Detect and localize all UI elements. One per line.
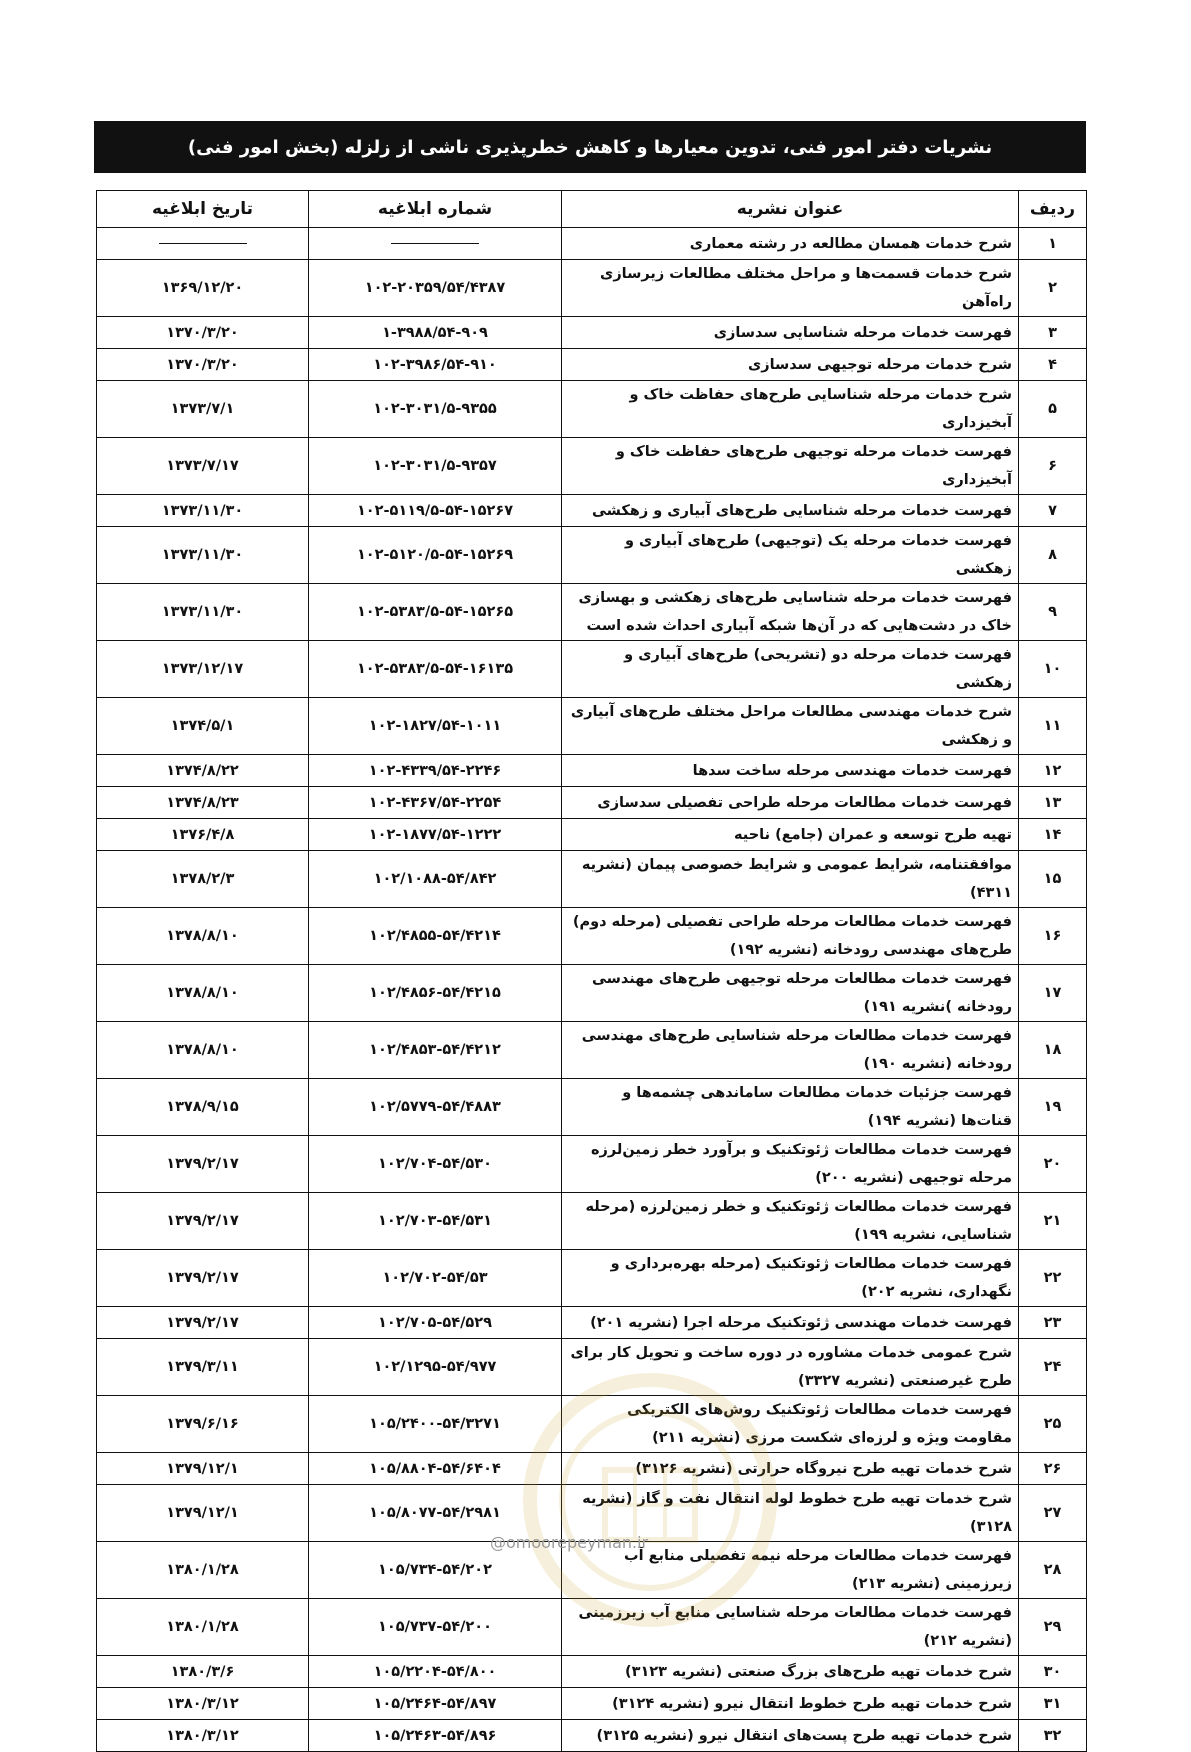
publication-title-cell: فهرست خدمات مرحله شناسایی سدسازی (562, 317, 1019, 349)
notice-date-cell: ۱۳۷۰/۳/۲۰ (97, 349, 309, 381)
publication-title-cell: شرح خدمات تهیه طرح خطوط انتقال نیرو (نشریه ۳۱۲۴) (562, 1688, 1019, 1720)
publication-title-cell: شرح خدمات تهیه طرح‌های بزرگ صنعتی (نشریه ۳۱۲۳) (562, 1656, 1019, 1688)
row-number-cell: ۲۸ (1019, 1542, 1087, 1599)
publication-title-cell: فهرست خدمات مطالعات ژئوتکنیک (مرحله بهره‌برداری و نگهداری، نشریه ۲۰۲) (562, 1250, 1019, 1307)
notice-date-cell: ۱۳۷۳/۱۱/۳۰ (97, 495, 309, 527)
table-row (97, 260, 1087, 317)
publication-title-cell: فهرست خدمات مرحله یک (توجیهی) طرح‌های آبیاری و زهکشی (562, 527, 1019, 584)
row-number-cell: ۲۷ (1019, 1485, 1087, 1542)
notice-number-cell: ۱۰۲-۵۳۸۳/۵-۵۴-۱۶۱۳۵ (309, 641, 562, 698)
notice-number-cell: ۱۰۲/۴۸۵۳-۵۴/۴۲۱۲ (309, 1022, 562, 1079)
notice-date-cell: ۱۳۶۹/۱۲/۲۰ (97, 260, 309, 317)
publication-title-cell: شرح خدمات مهندسی مطالعات مراحل مختلف طرح‌های آبیاری و زهکشی (562, 698, 1019, 755)
row-number-cell: ۴ (1019, 349, 1087, 381)
notice-number-cell: ۱۰۲-۳۰۳۱/۵-۹۳۵۵ (309, 381, 562, 438)
notice-date-cell: ۱۳۷۳/۱۱/۳۰ (97, 584, 309, 641)
row-number-cell: ۲۱ (1019, 1193, 1087, 1250)
column-header-row-number: ردیف (1019, 191, 1087, 228)
row-number-cell: ۲ (1019, 260, 1087, 317)
row-number-cell: ۲۶ (1019, 1453, 1087, 1485)
row-number-cell: ۲۵ (1019, 1396, 1087, 1453)
row-number-cell: ۹ (1019, 584, 1087, 641)
table-header-row (97, 191, 1087, 228)
notice-number-cell: ۱۰۲-۴۳۶۷/۵۴-۲۲۵۴ (309, 787, 562, 819)
table-row (97, 228, 1087, 260)
publication-title-cell: تهیه طرح توسعه و عمران (جامع) ناحیه (562, 819, 1019, 851)
table-row (97, 755, 1087, 787)
table-row (97, 495, 1087, 527)
notice-date-cell: ۱۳۷۳/۷/۱۷ (97, 438, 309, 495)
publication-title-cell: فهرست خدمات مهندسی مرحله ساخت سدها (562, 755, 1019, 787)
notice-number-cell: ۱۰۵/۲۲۰۴-۵۴/۸۰۰ (309, 1656, 562, 1688)
notice-date-cell: ۱۳۸۰/۳/۱۲ (97, 1688, 309, 1720)
publication-title-cell: شرح خدمات مرحله شناسایی طرح‌های حفاظت خاک و آبخیزداری (562, 381, 1019, 438)
row-number-cell: ۱ (1019, 228, 1087, 260)
publication-title-cell: شرح عمومی خدمات مشاوره در دوره ساخت و تحویل کار برای طرح غیرصنعتی (نشریه ۳۳۲۷) (562, 1339, 1019, 1396)
column-header-title: عنوان نشریه (562, 191, 1019, 228)
notice-number-cell: ۱۰۵/۲۴۶۳-۵۴/۸۹۶ (309, 1720, 562, 1752)
table-row (97, 1079, 1087, 1136)
notice-date-cell: ۱۳۷۹/۱۲/۱ (97, 1453, 309, 1485)
notice-number-cell: ۱۰۲/۴۸۵۶-۵۴/۴۲۱۵ (309, 965, 562, 1022)
notice-date-cell: ۱۳۷۹/۲/۱۷ (97, 1193, 309, 1250)
notice-date-cell: ۱۳۷۹/۳/۱۱ (97, 1339, 309, 1396)
notice-number-cell: ۱۰۵/۲۴۶۴-۵۴/۸۹۷ (309, 1688, 562, 1720)
row-number-cell: ۱۶ (1019, 908, 1087, 965)
notice-number-cell: ۱۰۵/۷۳۷-۵۴/۲۰۰ (309, 1599, 562, 1656)
notice-date-cell: ۱۳۷۹/۲/۱۷ (97, 1250, 309, 1307)
table-row (97, 819, 1087, 851)
publication-title-cell: فهرست جزئیات خدمات مطالعات ساماندهی چشمه‌ها و قنات‌ها (نشریه ۱۹۴) (562, 1079, 1019, 1136)
notice-number-cell: ۱۰۲-۳۹۸۶/۵۴-۹۱۰ (309, 349, 562, 381)
notice-number-cell: ۱۰۲/۷۰۳-۵۴/۵۳۱ (309, 1193, 562, 1250)
row-number-cell: ۳ (1019, 317, 1087, 349)
notice-date-cell: ۱۳۷۸/۸/۱۰ (97, 1022, 309, 1079)
notice-date-cell: ۱۳۸۰/۳/۶ (97, 1656, 309, 1688)
row-number-cell: ۲۹ (1019, 1599, 1087, 1656)
notice-date-cell: ۱۳۷۶/۴/۸ (97, 819, 309, 851)
notice-date-cell: ۱۳۷۹/۲/۱۷ (97, 1136, 309, 1193)
notice-date-cell: ۱۳۷۳/۱۱/۳۰ (97, 527, 309, 584)
publication-title-cell: شرح خدمات تهیه طرح پست‌های انتقال نیرو (نشریه ۳۱۲۵) (562, 1720, 1019, 1752)
row-number-cell: ۲۳ (1019, 1307, 1087, 1339)
publication-title-cell: فهرست خدمات مطالعات مرحله طراحی تفصیلی (مرحله دوم) طرح‌های مهندسی رودخانه (نشریه ۱۹۲) (562, 908, 1019, 965)
row-number-cell: ۲۴ (1019, 1339, 1087, 1396)
publication-title-cell: فهرست خدمات مرحله شناسایی طرح‌های زهکشی و بهسازی خاک در دشت‌هایی که در آن‌ها شبکه آبیاری احداث شده است (562, 584, 1019, 641)
notice-number-cell: ۱۰۲-۵۱۱۹/۵-۵۴-۱۵۲۶۷ (309, 495, 562, 527)
table-row (97, 1136, 1087, 1193)
row-number-cell: ۱۷ (1019, 965, 1087, 1022)
row-number-cell: ۱۹ (1019, 1079, 1087, 1136)
notice-number-cell: ۱۰۲/۱۰۸۸-۵۴/۸۴۲ (309, 851, 562, 908)
row-number-cell: ۵ (1019, 381, 1087, 438)
publications-table (96, 190, 1087, 1752)
publication-title-cell: فهرست خدمات مرحله دو (تشریحی) طرح‌های آبیاری و زهکشی (562, 641, 1019, 698)
publication-title-cell: شرح خدمات مرحله توجیهی سدسازی (562, 349, 1019, 381)
notice-date-cell: ۱۳۷۸/۸/۱۰ (97, 965, 309, 1022)
document-header (94, 121, 1086, 173)
publication-title-cell: فهرست خدمات مطالعات مرحله طراحی تفصیلی سدسازی (562, 787, 1019, 819)
table-row (97, 317, 1087, 349)
row-number-cell: ۳۲ (1019, 1720, 1087, 1752)
publication-title-cell: شرح خدمات همسان مطالعه در رشته معماری (562, 228, 1019, 260)
notice-number-cell: ۱۰۲/۱۲۹۵-۵۴/۹۷۷ (309, 1339, 562, 1396)
row-number-cell: ۳۰ (1019, 1656, 1087, 1688)
notice-date-cell: ۱۳۷۳/۱۲/۱۷ (97, 641, 309, 698)
table-row (97, 1656, 1087, 1688)
row-number-cell: ۱۵ (1019, 851, 1087, 908)
publication-title-cell: فهرست خدمات مطالعات مرحله نیمه تفصیلی منابع آب زیرزمینی (نشریه ۲۱۳) (562, 1542, 1019, 1599)
empty-value-dash (391, 243, 479, 244)
table-row (97, 1193, 1087, 1250)
table-row (97, 438, 1087, 495)
notice-number-cell (309, 228, 562, 260)
table-row (97, 1250, 1087, 1307)
notice-number-cell: ۱-۳۹۸۸/۵۴-۹۰۹ (309, 317, 562, 349)
row-number-cell: ۱۴ (1019, 819, 1087, 851)
table-row (97, 1453, 1087, 1485)
publication-title-cell: فهرست خدمات مطالعات ژئوتکنیک روش‌های الکتریکی مقاومت ویژه و لرزه‌ای شکست مرزی (نشریه ۲۱۱) (562, 1396, 1019, 1453)
row-number-cell: ۶ (1019, 438, 1087, 495)
notice-number-cell: ۱۰۲-۳۰۳۱/۵-۹۳۵۷ (309, 438, 562, 495)
notice-date-cell: ۱۳۷۹/۶/۱۶ (97, 1396, 309, 1453)
notice-date-cell: ۱۳۷۹/۲/۱۷ (97, 1307, 309, 1339)
row-number-cell: ۱۱ (1019, 698, 1087, 755)
notice-date-cell: ۱۳۷۸/۲/۳ (97, 851, 309, 908)
table-row (97, 965, 1087, 1022)
row-number-cell: ۱۸ (1019, 1022, 1087, 1079)
publication-title-cell: فهرست خدمات مهندسی ژئوتکنیک مرحله اجرا (نشریه ۲۰۱) (562, 1307, 1019, 1339)
table-row (97, 851, 1087, 908)
row-number-cell: ۳۱ (1019, 1688, 1087, 1720)
table-row (97, 1339, 1087, 1396)
notice-date-cell: ۱۳۸۰/۳/۱۲ (97, 1720, 309, 1752)
watermark-handle: @omoorepeyman.ir (490, 1533, 649, 1552)
table-row (97, 1307, 1087, 1339)
table-row (97, 698, 1087, 755)
row-number-cell: ۱۳ (1019, 787, 1087, 819)
notice-date-cell: ۱۳۷۹/۱۲/۱ (97, 1485, 309, 1542)
notice-number-cell: ۱۰۵/۷۳۴-۵۴/۲۰۲ (309, 1542, 562, 1599)
table-row (97, 1720, 1087, 1752)
row-number-cell: ۲۲ (1019, 1250, 1087, 1307)
table-row (97, 1022, 1087, 1079)
publication-title-cell: شرح خدمات تهیه طرح نیروگاه حرارتی (نشریه ۳۱۲۶) (562, 1453, 1019, 1485)
notice-number-cell: ۱۰۲/۷۰۲-۵۴/۵۳ (309, 1250, 562, 1307)
publication-title-cell: موافقتنامه، شرایط عمومی و شرایط خصوصی پیمان (نشریه ۴۳۱۱) (562, 851, 1019, 908)
publication-title-cell: فهرست خدمات مطالعات مرحله شناسایی منابع آب زیرزمینی (نشریه ۲۱۲) (562, 1599, 1019, 1656)
notice-number-cell: ۱۰۲-۱۸۲۷/۵۴-۱۰۱۱ (309, 698, 562, 755)
row-number-cell: ۷ (1019, 495, 1087, 527)
notice-number-cell: ۱۰۲-۵۳۸۳/۵-۵۴-۱۵۲۶۵ (309, 584, 562, 641)
document-title: نشریات دفتر امور فنی، تدوین معیارها و کاهش خطرپذیری ناشی از زلزله (بخش امور فنی) (187, 136, 993, 158)
publication-title-cell: فهرست خدمات مطالعات ژئوتکنیک و خطر زمین‌لرزه (مرحله شناسایی، نشریه ۱۹۹) (562, 1193, 1019, 1250)
table-row (97, 1688, 1087, 1720)
table-row (97, 584, 1087, 641)
notice-number-cell: ۱۰۲/۷۰۴-۵۴/۵۳۰ (309, 1136, 562, 1193)
notice-date-cell: ۱۳۷۴/۵/۱ (97, 698, 309, 755)
table-row (97, 1396, 1087, 1453)
publication-title-cell: فهرست خدمات مطالعات ژئوتکنیک و برآورد خطر زمین‌لرزه مرحله توجیهی (نشریه ۲۰۰) (562, 1136, 1019, 1193)
notice-number-cell: ۱۰۵/۸۸۰۴-۵۴/۶۴۰۴ (309, 1453, 562, 1485)
row-number-cell: ۲۰ (1019, 1136, 1087, 1193)
column-header-number: شماره ابلاغیه (309, 191, 562, 228)
table-row (97, 641, 1087, 698)
table-row (97, 787, 1087, 819)
table-row (97, 349, 1087, 381)
table-row (97, 908, 1087, 965)
notice-date-cell: ۱۳۷۸/۹/۱۵ (97, 1079, 309, 1136)
notice-date-cell: ۱۳۷۴/۸/۲۲ (97, 755, 309, 787)
notice-number-cell: ۱۰۲-۲۰۳۵۹/۵۴/۴۳۸۷ (309, 260, 562, 317)
publication-title-cell: شرح خدمات تهیه طرح خطوط لوله انتقال نفت و گاز (نشریه ۳۱۲۸) (562, 1485, 1019, 1542)
notice-number-cell: ۱۰۲-۱۸۷۷/۵۴-۱۲۲۲ (309, 819, 562, 851)
notice-date-cell (97, 228, 309, 260)
column-header-date: تاریخ ابلاغیه (97, 191, 309, 228)
publication-title-cell: فهرست خدمات مرحله توجیهی طرح‌های حفاظت خاک و آبخیزداری (562, 438, 1019, 495)
notice-number-cell: ۱۰۲/۵۷۷۹-۵۴/۴۸۸۳ (309, 1079, 562, 1136)
notice-date-cell: ۱۳۷۰/۳/۲۰ (97, 317, 309, 349)
table-row (97, 1599, 1087, 1656)
row-number-cell: ۸ (1019, 527, 1087, 584)
notice-number-cell: ۱۰۵/۲۴۰۰-۵۴/۳۲۷۱ (309, 1396, 562, 1453)
notice-number-cell: ۱۰۲-۵۱۲۰/۵-۵۴-۱۵۲۶۹ (309, 527, 562, 584)
notice-number-cell: ۱۰۲-۴۳۳۹/۵۴-۲۲۴۶ (309, 755, 562, 787)
table-row (97, 527, 1087, 584)
notice-number-cell: ۱۰۵/۸۰۷۷-۵۴/۲۹۸۱ (309, 1485, 562, 1542)
row-number-cell: ۱۰ (1019, 641, 1087, 698)
notice-number-cell: ۱۰۲/۴۸۵۵-۵۴/۴۲۱۴ (309, 908, 562, 965)
publication-title-cell: شرح خدمات قسمت‌ها و مراحل مختلف مطالعات زیرسازی راه‌آهن (562, 260, 1019, 317)
notice-date-cell: ۱۳۷۸/۸/۱۰ (97, 908, 309, 965)
publication-title-cell: فهرست خدمات مطالعات مرحله توجیهی طرح‌های مهندسی رودخانه )نشریه ۱۹۱) (562, 965, 1019, 1022)
publication-title-cell: فهرست خدمات مرحله شناسایی طرح‌های آبیاری و زهکشی (562, 495, 1019, 527)
notice-date-cell: ۱۳۸۰/۱/۲۸ (97, 1542, 309, 1599)
empty-value-dash (159, 243, 247, 244)
table-row (97, 381, 1087, 438)
row-number-cell: ۱۲ (1019, 755, 1087, 787)
publication-title-cell: فهرست خدمات مطالعات مرحله شناسایی طرح‌های مهندسی رودخانه (نشریه ۱۹۰) (562, 1022, 1019, 1079)
notice-date-cell: ۱۳۷۴/۸/۲۳ (97, 787, 309, 819)
notice-number-cell: ۱۰۲/۷۰۵-۵۴/۵۲۹ (309, 1307, 562, 1339)
notice-date-cell: ۱۳۷۳/۷/۱ (97, 381, 309, 438)
notice-date-cell: ۱۳۸۰/۱/۲۸ (97, 1599, 309, 1656)
